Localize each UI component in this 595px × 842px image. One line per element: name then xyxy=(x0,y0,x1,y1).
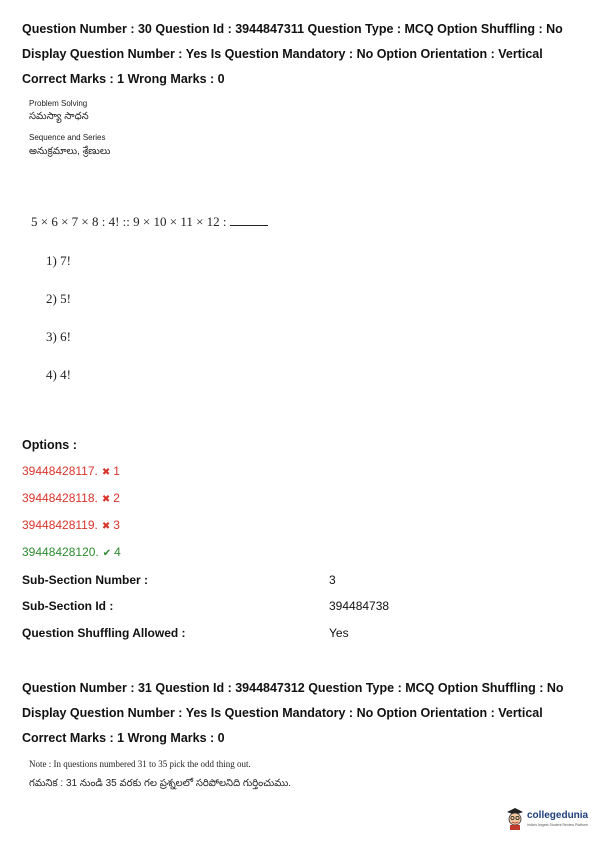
option-row xyxy=(22,464,120,478)
choice-3: 3) 6! xyxy=(46,329,71,344)
cross-icon: ✖ xyxy=(101,494,111,505)
q31-header-line1: Question Number : 31 Question Id : 3944847312 Question Type : MCQ Option Shuffling : No xyxy=(22,681,564,695)
cross-icon: ✖ xyxy=(101,521,111,532)
question-expression xyxy=(31,214,268,230)
logo-tagline: India's largest Student Review Platform xyxy=(527,823,588,827)
subsection-id-value: 394484738 xyxy=(329,599,390,613)
shuffle-label: Question Shuffling Allowed : xyxy=(22,626,186,640)
q30-header-line3: Correct Marks : 1 Wrong Marks : 0 xyxy=(22,72,225,86)
option-number: 4 xyxy=(114,545,121,559)
option-row xyxy=(22,518,120,532)
tag-problem-solving-te: సమస్యా సాధన xyxy=(29,111,89,122)
check-icon: ✔ xyxy=(102,548,112,559)
choice-2: 2) 5! xyxy=(46,291,71,306)
q30-header-line1: Question Number : 30 Question Id : 3944847311 Question Type : MCQ Option Shuffling : No xyxy=(22,22,563,36)
option-id: 39448428118. xyxy=(22,491,98,505)
options-label: Options : xyxy=(22,438,77,452)
shuffle-value: Yes xyxy=(329,626,349,640)
logo-wordmark: collegedunia xyxy=(527,810,589,821)
option-id: 39448428120. xyxy=(22,545,99,559)
subsection-id-label: Sub-Section Id : xyxy=(22,599,114,613)
option-id: 39448428117. xyxy=(22,464,98,478)
q30-header-line2: Display Question Number : Yes Is Question Mandatory : No Option Orientation : Vertical xyxy=(22,47,543,61)
note-english: Note : In questions numbered 31 to 35 pick the odd thing out. xyxy=(29,759,251,769)
logo-mascot-icon xyxy=(505,806,525,830)
expression-text: 5 × 6 × 7 × 8 : 4! :: 9 × 10 × 11 × 12 : xyxy=(31,214,227,229)
q31-header-line3: Correct Marks : 1 Wrong Marks : 0 xyxy=(22,731,225,745)
option-number: 3 xyxy=(113,518,120,532)
cross-icon: ✖ xyxy=(101,467,111,478)
option-row xyxy=(22,491,120,505)
subsection-number-value: 3 xyxy=(329,573,336,587)
tag-problem-solving-en: Problem Solving xyxy=(29,99,88,108)
option-id: 39448428119. xyxy=(22,518,98,532)
choice-4: 4) 4! xyxy=(46,367,71,382)
option-row-correct xyxy=(22,545,121,559)
tag-sequence-en: Sequence and Series xyxy=(29,133,106,142)
note-telugu: గమనిక : 31 నుండి 35 వరకు గల ప్రశ్నలలో సరిపోలనిది గుర్తించుము. xyxy=(29,778,292,789)
q31-header-line2: Display Question Number : Yes Is Question Mandatory : No Option Orientation : Vertical xyxy=(22,706,543,720)
choice-1: 1) 7! xyxy=(46,253,71,268)
subsection-number-label: Sub-Section Number : xyxy=(22,573,149,587)
option-number: 2 xyxy=(113,491,120,505)
option-number: 1 xyxy=(113,464,120,478)
answer-blank xyxy=(230,215,268,226)
tag-sequence-te: అనుక్రమాలు, శ్రేణులు xyxy=(29,146,111,157)
